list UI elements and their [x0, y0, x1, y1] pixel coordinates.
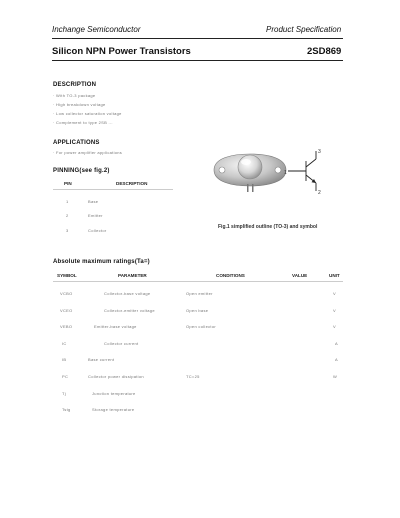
svg-text:2: 2 — [318, 190, 321, 196]
applications-text: · For power amplifier applications — [53, 150, 123, 155]
header-rule — [52, 38, 343, 39]
ratings-unit: V — [333, 308, 336, 313]
ratings-unit: V — [333, 324, 336, 329]
ratings-parameter: Base current — [88, 357, 115, 362]
ratings-symbol: VCBO — [60, 291, 73, 296]
ratings-unit: A — [335, 357, 338, 362]
figure-caption: Fig.1 simplified outline (TO-3) and symbol — [218, 224, 318, 230]
ratings-unit: A — [335, 341, 338, 346]
ratings-symbol: PC — [62, 374, 69, 379]
pinning-pin: 1 — [66, 199, 69, 204]
ratings-symbol: VEBO — [60, 324, 73, 329]
ratings-col-conditions: CONDITIONS — [216, 273, 245, 278]
to3-package-image — [210, 140, 290, 196]
applications-heading: APPLICATIONS — [53, 140, 100, 146]
ratings-symbol: IB — [62, 357, 67, 362]
ratings-conditions: Open collector — [186, 324, 216, 329]
ratings-col-unit: UNIT — [329, 273, 340, 278]
npn-transistor-symbol-icon — [282, 145, 334, 197]
ratings-conditions: TC=25 — [186, 374, 200, 379]
description-item: · Complement to type 2SB ... — [53, 120, 113, 125]
ratings-parameter: Storage temperature — [92, 407, 135, 412]
ratings-parameter: Collector-base voltage — [104, 291, 151, 296]
part-number: 2SD869 — [307, 46, 342, 57]
svg-text:1: 1 — [284, 170, 287, 176]
pinning-pin: 2 — [66, 213, 69, 218]
ratings-col-value: VALUE — [292, 273, 308, 278]
ratings-parameter: Collector power dissipation — [88, 374, 144, 379]
ratings-parameter: Junction temperature — [92, 391, 136, 396]
product-line-title: Silicon NPN Power Transistors — [52, 46, 191, 57]
title-rule — [52, 60, 343, 61]
pinning-desc: Collector — [88, 228, 107, 233]
ratings-col-parameter: PARAMETER — [118, 273, 147, 278]
ratings-parameter: Collector current — [104, 341, 139, 346]
pinning-desc: Base — [88, 199, 99, 204]
ratings-conditions: Open emitter — [186, 291, 213, 296]
ratings-conditions: Open base — [186, 308, 209, 313]
ratings-parameter: Emitter-base voltage — [94, 324, 137, 329]
ratings-symbol: VCEO — [60, 308, 73, 313]
ratings-symbol: IC — [62, 341, 67, 346]
pinning-col-pin: PIN — [64, 181, 72, 186]
description-item: · High breakdown voltage — [53, 102, 106, 107]
ratings-unit: V — [333, 291, 336, 296]
ratings-parameter: Collector-emitter voltage — [104, 308, 155, 313]
ratings-heading: Absolute maximum ratings(Ta=) — [53, 259, 150, 265]
ratings-col-symbol: SYMBOL — [57, 273, 77, 278]
pinning-heading: PINNING(see fig.2) — [53, 168, 110, 174]
pinning-desc: Emitter — [88, 213, 103, 218]
description-item: · Low collector saturation voltage — [53, 111, 122, 116]
description-heading: DESCRIPTION — [53, 82, 97, 88]
pinning-col-description: DESCRIPTION — [116, 181, 148, 186]
ratings-unit: W — [333, 374, 338, 379]
pinning-pin: 3 — [66, 228, 69, 233]
company-name: Inchange Semiconductor — [52, 25, 141, 34]
description-item: · With TO-3 package — [53, 93, 96, 98]
pinning-header-rule — [53, 189, 173, 190]
svg-text:3: 3 — [318, 149, 321, 155]
ratings-header-rule — [53, 281, 343, 282]
document-type: Product Specification — [266, 25, 342, 34]
ratings-symbol: Tj — [62, 391, 66, 396]
ratings-symbol: Tstg — [62, 407, 71, 412]
